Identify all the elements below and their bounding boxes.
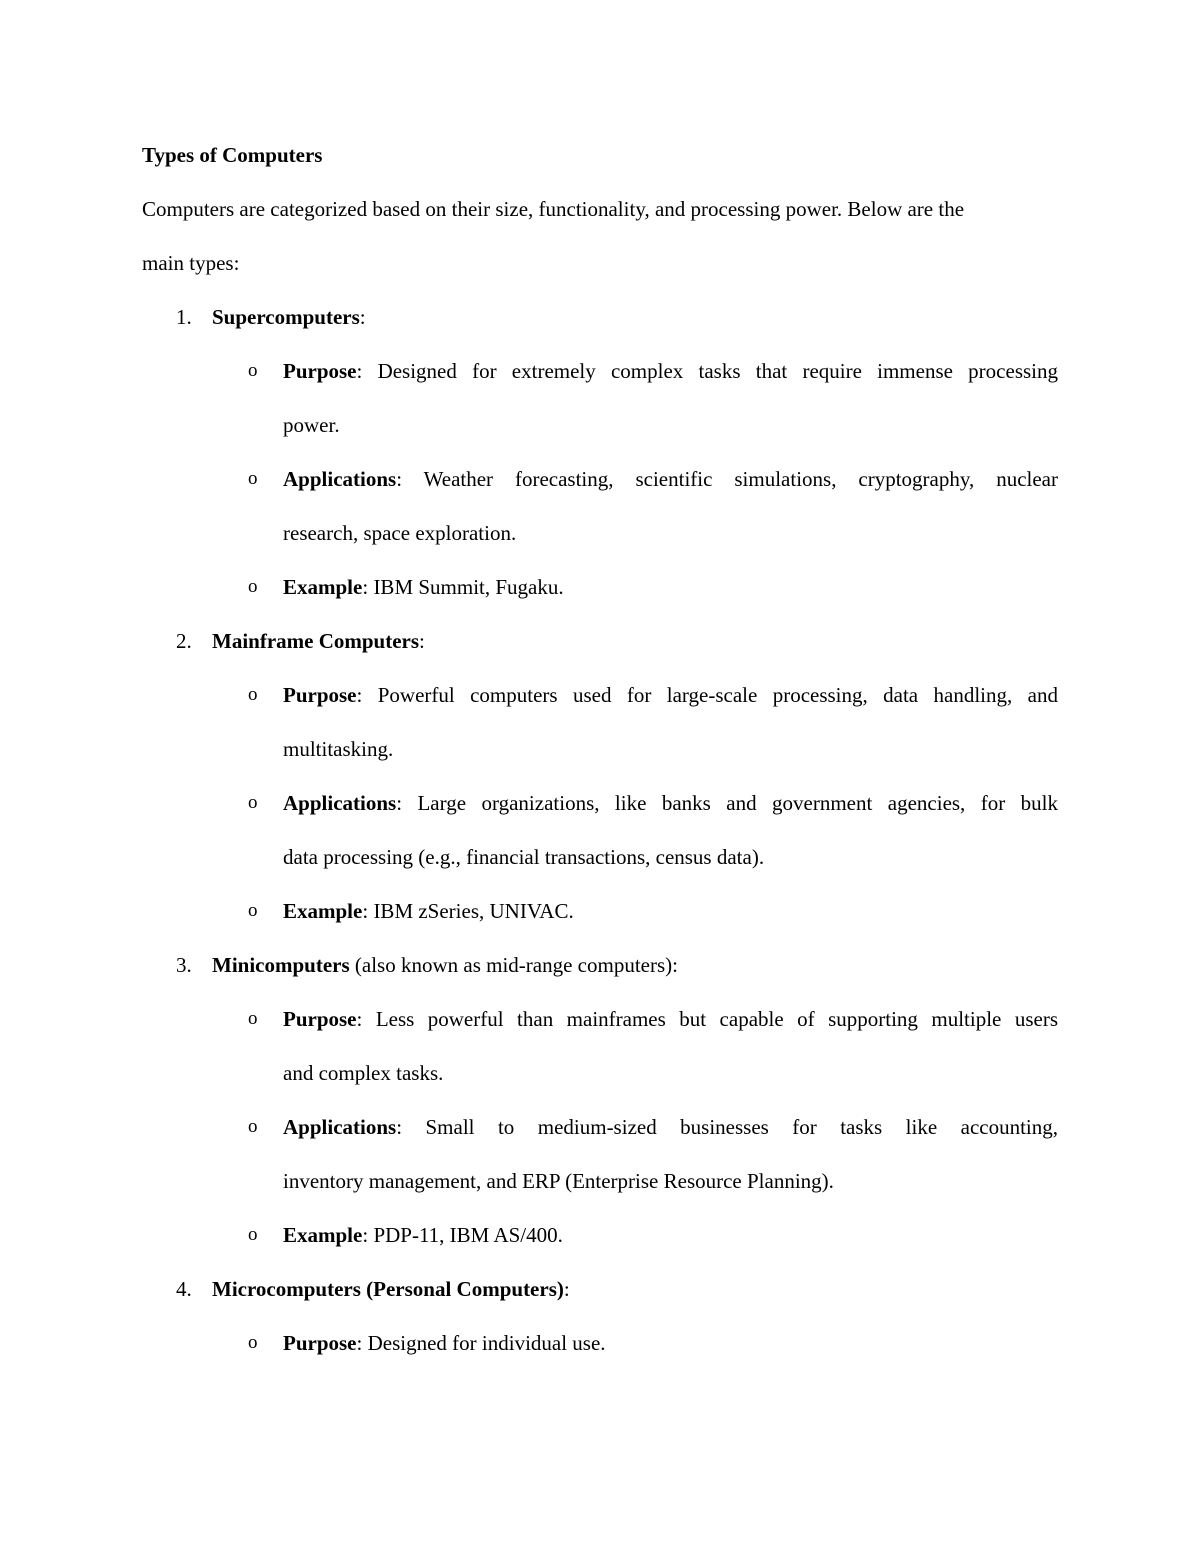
bullet-purpose-line-2: multitasking. (283, 737, 394, 761)
bullet-separator: : (362, 1223, 374, 1247)
bullet-purpose-line-1 (283, 358, 1058, 384)
bullet-marker: o (248, 684, 258, 705)
bullet-purpose-line-2: power. (283, 413, 340, 437)
bullet-label: Purpose (283, 1007, 357, 1031)
section-heading-microcomputers (212, 1276, 570, 1302)
section-number: 2. (176, 629, 192, 653)
section-number: 3. (176, 953, 192, 977)
section-heading-suffix: : (563, 1277, 570, 1301)
bullet-label: Example (283, 1223, 363, 1247)
bullet-marker: o (248, 1224, 258, 1245)
bullet-text: Designed for individual use. (367, 1331, 606, 1355)
bullet-label: Applications (283, 791, 397, 815)
bullet-text: Designed for extremely complex tasks that require immense processing (377, 359, 1058, 383)
bullet-example-line-1 (283, 898, 574, 924)
bullet-separator: : (356, 1331, 368, 1355)
section-heading-minicomputers (212, 952, 678, 978)
section-number: 4. (176, 1277, 192, 1301)
section-heading-mainframe-computers (212, 628, 425, 654)
bullet-separator: : (356, 1007, 376, 1031)
section-heading-suffix: : (359, 305, 366, 329)
bullet-separator: : (396, 1115, 426, 1139)
bullet-separator: : (362, 575, 374, 599)
bullet-separator: : (396, 467, 424, 491)
bullet-text: Weather forecasting, scientific simulations, cryptography, nuclear (423, 467, 1058, 491)
intro-paragraph-line-1: Computers are categorized based on their size, functionality, and processing power. Below are the (142, 197, 965, 221)
bullet-purpose-line-1 (283, 1006, 1058, 1032)
bullet-text: Small to medium-sized businesses for tasks like accounting, (425, 1115, 1058, 1139)
bullet-marker: o (248, 900, 258, 921)
bullet-applications-line-2: inventory management, and ERP (Enterprise Resource Planning). (283, 1169, 834, 1193)
bullet-applications-line-2: data processing (e.g., financial transactions, census data). (283, 845, 765, 869)
bullet-label: Example (283, 899, 363, 923)
bullet-text: IBM zSeries, UNIVAC. (373, 899, 574, 923)
bullet-purpose-line-2: and complex tasks. (283, 1061, 444, 1085)
bullet-applications-line-1 (283, 790, 1058, 816)
bullet-separator: : (396, 791, 418, 815)
section-heading-suffix: : (419, 629, 425, 653)
bullet-separator: : (356, 359, 378, 383)
bullet-applications-line-1 (283, 466, 1058, 492)
bullet-text: Large organizations, like banks and government agencies, for bulk (417, 791, 1058, 815)
bullet-marker: o (248, 1008, 258, 1029)
section-heading-supercomputers (212, 304, 366, 330)
section-number: 1. (176, 305, 192, 329)
bullet-example-line-1 (283, 1222, 563, 1248)
bullet-marker: o (248, 792, 258, 813)
bullet-purpose-line-1 (283, 1330, 606, 1356)
bullet-label: Example (283, 575, 363, 599)
bullet-applications-line-1 (283, 1114, 1058, 1140)
bullet-label: Applications (283, 467, 397, 491)
bullet-text: Powerful computers used for large-scale processing, data handling, and (377, 683, 1058, 707)
bullet-applications-line-2: research, space exploration. (283, 521, 517, 545)
bullet-marker: o (248, 1116, 258, 1137)
section-heading-bold: Mainframe Computers (212, 629, 420, 653)
bullet-marker: o (248, 576, 258, 597)
section-heading-suffix: (also known as mid-range computers): (349, 953, 678, 977)
bullet-label: Purpose (283, 683, 357, 707)
document-title: Types of Computers (142, 143, 323, 167)
section-heading-bold: Minicomputers (212, 953, 350, 977)
section-heading-bold: Supercomputers (212, 305, 360, 329)
bullet-purpose-line-1 (283, 682, 1058, 708)
bullet-separator: : (362, 899, 374, 923)
bullet-label: Purpose (283, 1331, 357, 1355)
bullet-marker: o (248, 468, 258, 489)
intro-paragraph-line-2: main types: (142, 251, 240, 275)
bullet-text: Less powerful than mainframes but capable of supporting multiple users (375, 1007, 1059, 1031)
bullet-label: Applications (283, 1115, 397, 1139)
bullet-marker: o (248, 360, 258, 381)
bullet-separator: : (356, 683, 378, 707)
section-heading-bold: Microcomputers (Personal Computers) (212, 1277, 564, 1301)
bullet-label: Purpose (283, 359, 357, 383)
bullet-marker: o (248, 1332, 258, 1353)
bullet-example-line-1 (283, 574, 564, 600)
bullet-text: IBM Summit, Fugaku. (373, 575, 564, 599)
bullet-text: PDP-11, IBM AS/400. (373, 1223, 563, 1247)
